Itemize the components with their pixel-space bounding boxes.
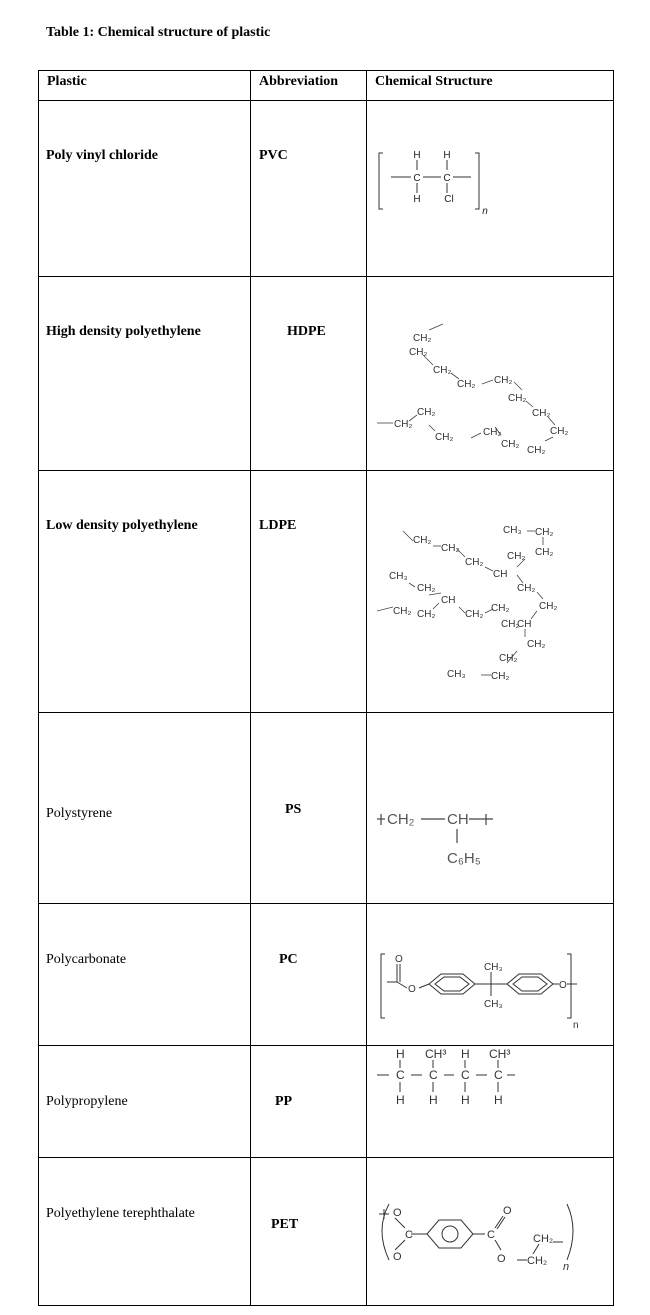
table-header-row — [39, 71, 614, 101]
plastic-cell — [39, 471, 251, 713]
ldpe-ch2-c: CH₂ — [465, 557, 484, 568]
pvc-n: n — [482, 206, 488, 217]
ps-ch: CH — [447, 811, 469, 828]
structure-cell — [367, 471, 614, 713]
plastic-name: Polycarbonate — [46, 952, 127, 967]
header-abbreviation: Abbreviation — [259, 74, 339, 89]
header-cell-plastic — [39, 71, 251, 101]
pc-o-ether1: O — [408, 984, 416, 995]
pc-o-ether2: O — [559, 980, 567, 991]
ldpe-ch2-i: CH₂ — [501, 619, 520, 630]
structure-cell — [367, 713, 614, 904]
ldpe-ch2-b: CH₂ — [441, 543, 460, 554]
ldpe-ch2-e: CH₂ — [507, 551, 526, 562]
hdpe-ch2-11: CH₂ — [435, 432, 454, 443]
abbr-cell — [251, 904, 367, 1046]
hdpe-ch2-3: CH₂ — [433, 365, 452, 376]
plastic-cell — [39, 277, 251, 471]
table-row — [39, 713, 614, 904]
ldpe-ch2-m: CH₂ — [417, 583, 436, 594]
pp-c1: C — [396, 1068, 405, 1082]
ldpe-ch2-d: CH₂ — [535, 527, 554, 538]
ldpe-ch2-a: CH₂ — [413, 535, 432, 546]
plastic-cell — [39, 713, 251, 904]
ldpe-ch2-j: CH₂ — [527, 639, 546, 650]
ps-structure-icon — [367, 713, 613, 903]
hdpe-ch2-6: CH₂ — [508, 393, 527, 404]
pvc-h-top1: H — [413, 150, 421, 161]
pc-o-carbonyl: O — [395, 954, 403, 965]
structure-cell — [367, 101, 614, 277]
abbreviation: LDPE — [259, 518, 297, 533]
ldpe-structure-icon — [367, 471, 613, 712]
ldpe-ch2-f: CH₂ — [535, 547, 554, 558]
table-row — [39, 904, 614, 1046]
ldpe-ch-a: CH — [493, 569, 508, 580]
abbr-cell — [251, 713, 367, 904]
hdpe-ch2-7: CH₂ — [532, 408, 551, 419]
ldpe-ch2-o: CH₂ — [417, 609, 436, 620]
hdpe-ch2-9: CH₂ — [394, 419, 413, 430]
table-row — [39, 1046, 614, 1158]
header-cell-abbreviation — [251, 71, 367, 101]
table-row — [39, 471, 614, 713]
abbreviation: PP — [275, 1094, 293, 1109]
structure-cell — [367, 277, 614, 471]
ldpe-ch2-q: CH₂ — [491, 603, 510, 614]
plastic-cell — [39, 1046, 251, 1158]
pet-ch2-2: CH₂ — [527, 1255, 548, 1267]
plastic-name: Polyethylene terephthalate — [46, 1206, 195, 1221]
plastic-name: Polystyrene — [46, 806, 113, 821]
pc-ch3-bottom: CH₃ — [484, 999, 503, 1010]
plastic-name: Low density polyethylene — [46, 518, 198, 533]
structure-cell — [367, 1158, 614, 1306]
ps-ch2: CH₂ — [387, 811, 415, 828]
plastic-cell — [39, 101, 251, 277]
pet-c1: C — [405, 1229, 413, 1241]
ldpe-ch2-n: CH₂ — [393, 606, 412, 617]
ps-side-group: C₆H₅ — [447, 850, 481, 867]
pp-h4: H — [429, 1093, 438, 1107]
pc-ch3-top: CH₃ — [484, 962, 503, 973]
plastic-name: Poly vinyl chloride — [46, 148, 158, 163]
structure-cell — [367, 1046, 614, 1158]
abbreviation: HDPE — [287, 324, 326, 339]
pvc-c1: C — [413, 173, 421, 184]
pet-structure-icon — [367, 1158, 613, 1305]
pp-c3: C — [461, 1068, 470, 1082]
abbr-cell — [251, 101, 367, 277]
pp-ch3-2: CH³ — [489, 1047, 511, 1061]
plastic-name: Polypropylene — [46, 1094, 128, 1109]
pp-h5: H — [461, 1093, 470, 1107]
pet-o4: O — [497, 1253, 506, 1265]
pet-ch2-1: CH₂ — [533, 1233, 554, 1245]
ldpe-ch2-l: CH₂ — [491, 671, 510, 682]
hdpe-ch2-8: CH₂ — [550, 426, 569, 437]
hdpe-ch2-4: CH₂ — [457, 379, 476, 390]
abbr-cell — [251, 277, 367, 471]
pvc-structure-icon — [367, 101, 613, 276]
pet-o3: O — [503, 1205, 512, 1217]
pp-c4: C — [494, 1068, 503, 1082]
header-structure: Chemical Structure — [375, 74, 493, 89]
abbreviation: PS — [285, 802, 302, 817]
ldpe-ch2-g: CH₂ — [517, 583, 536, 594]
plastic-cell — [39, 904, 251, 1046]
table-row — [39, 277, 614, 471]
hdpe-ch2-5: CH₂ — [494, 375, 513, 386]
abbreviation: PC — [279, 952, 298, 967]
pp-h6: H — [494, 1093, 503, 1107]
pet-c2: C — [487, 1229, 495, 1241]
hdpe-ch2-1: CH₂ — [413, 333, 432, 344]
hdpe-ch2-2: CH₂ — [409, 347, 428, 358]
hdpe-structure-icon — [367, 277, 613, 470]
pvc-c2: C — [443, 173, 451, 184]
plastic-cell — [39, 1158, 251, 1306]
hdpe-ch2-13: CH₂ — [501, 439, 520, 450]
ldpe-ch2-h: CH₂ — [539, 601, 558, 612]
table-row — [39, 101, 614, 277]
abbr-cell — [251, 471, 367, 713]
plastics-table — [38, 70, 614, 1306]
pvc-h-bottom: H — [413, 194, 421, 205]
pc-n: n — [573, 1020, 579, 1031]
pp-h2: H — [461, 1047, 470, 1061]
table-caption: Table 1: Chemical structure of plastic — [46, 25, 271, 40]
pc-structure-icon — [367, 904, 613, 1045]
ldpe-ch3-c: CH₃ — [389, 571, 408, 582]
pet-o2: O — [393, 1251, 402, 1263]
abbr-cell — [251, 1158, 367, 1306]
abbreviation: PVC — [259, 148, 288, 163]
header-cell-structure — [367, 71, 614, 101]
pvc-h-top2: H — [443, 150, 451, 161]
structure-cell — [367, 904, 614, 1046]
hdpe-ch2-10: CH₂ — [417, 407, 436, 418]
ldpe-ch3-a: CH₃ — [503, 525, 522, 536]
table-row — [39, 1158, 614, 1306]
plastic-name: High density polyethylene — [46, 324, 201, 339]
pp-ch3-1: CH³ — [425, 1047, 447, 1061]
pp-h3: H — [396, 1093, 405, 1107]
pp-h1: H — [396, 1047, 405, 1061]
abbreviation: PET — [271, 1217, 299, 1232]
ldpe-ch3-b: CH₃ — [447, 669, 466, 680]
hdpe-ch2-14: CH₂ — [527, 445, 546, 456]
pp-c2: C — [429, 1068, 438, 1082]
ldpe-ch2-p: CH₂ — [465, 609, 484, 620]
pvc-cl: Cl — [444, 194, 454, 205]
pp-structure-icon — [367, 1046, 613, 1157]
pet-o1: O — [393, 1207, 402, 1219]
ldpe-ch-c: CH — [441, 595, 456, 606]
header-plastic: Plastic — [47, 74, 87, 89]
ldpe-ch-b: CH — [517, 619, 532, 630]
pet-n: n — [563, 1261, 570, 1273]
hdpe-ch2-12: CH₂ — [483, 427, 502, 438]
ldpe-ch2-k: CH₂ — [499, 653, 518, 664]
abbr-cell — [251, 1046, 367, 1158]
